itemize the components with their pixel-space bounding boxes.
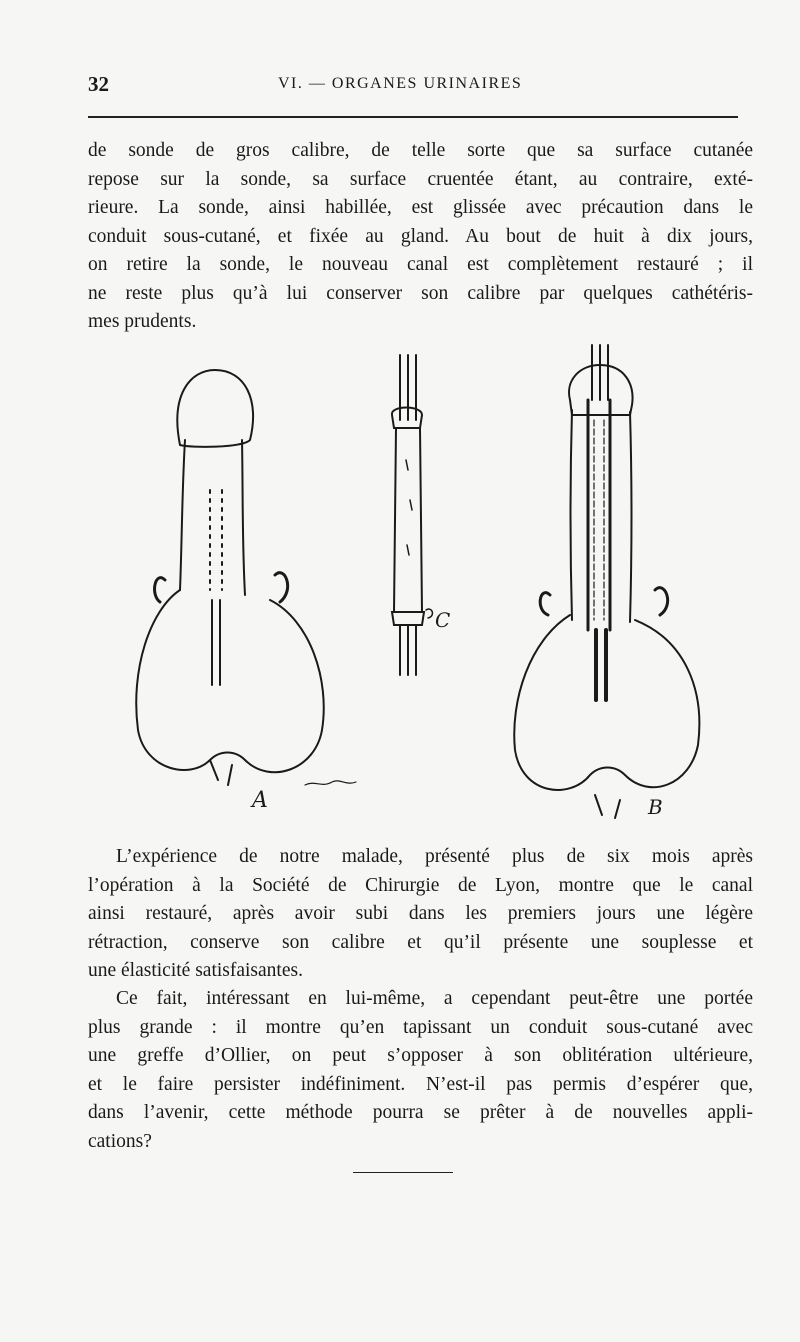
page-header — [88, 72, 738, 102]
engraver-signature — [305, 781, 356, 785]
figure-a-drawing — [136, 370, 324, 785]
text-line: rétraction, conserve son calibre et qu’il présente une souplesse et — [88, 931, 753, 953]
figure-label-b: B — [648, 795, 663, 819]
paragraph-2 — [88, 843, 753, 986]
text-line: conduit sous-cutané, et fixée au gland. Au bout de huit à dix jours, — [88, 225, 753, 247]
figure-c-drawing — [392, 355, 433, 675]
text-line: L’expérience de notre malade, présenté plus de six mois après — [116, 846, 753, 867]
end-rule — [353, 1172, 453, 1173]
figure-b-drawing — [514, 345, 699, 818]
text-line: repose sur la sonde, sa surface cruentée étant, au contraire, exté- — [88, 168, 753, 190]
text-line: mes prudents. — [88, 311, 197, 332]
running-title: VI. — ORGANES URINAIRES — [278, 75, 523, 92]
figure-label-c: C — [435, 608, 451, 632]
illustration-drawing — [110, 340, 730, 830]
text-line: plus grande : il montre qu’en tapissant un conduit sous-cutané avec — [88, 1016, 753, 1038]
figure-label-a: A — [252, 788, 268, 813]
text-line: ainsi restauré, après avoir subi dans les premiers jours une légère — [88, 903, 753, 924]
text-line: une élasticité satisfaisantes. — [88, 960, 303, 981]
text-line: Ce fait, intéressant en lui-même, a cependant peut-être une portée — [116, 988, 753, 1009]
text-line: dans l’avenir, cette méthode pourra se prêter à de nouvelles appli- — [88, 1102, 753, 1123]
page-number: 32 — [88, 72, 109, 96]
text-line: une greffe d’Ollier, on peut s’opposer à son oblitération ultérieure, — [88, 1045, 753, 1066]
text-line: on retire la sonde, le nouveau canal est complètement restauré ; il — [88, 254, 753, 275]
paragraph-3 — [88, 985, 753, 1156]
surgical-illustration — [110, 340, 730, 830]
text-line: l’opération à la Société de Chirurgie de Lyon, montre que le canal — [88, 874, 753, 896]
text-line: rieure. La sonde, ainsi habillée, est glissée avec précaution dans le — [88, 197, 753, 218]
paragraph-1 — [88, 137, 753, 337]
text-line: cations? — [88, 1130, 152, 1152]
text-line: de sonde de gros calibre, de telle sorte que sa surface cutanée — [88, 140, 753, 161]
text-line: ne reste plus qu’à lui conserver son calibre par quelques cathétéris- — [88, 282, 753, 304]
header-rule — [88, 116, 738, 118]
text-line: et le faire persister indéfiniment. N’est-il pas permis d’espérer que, — [88, 1073, 753, 1095]
